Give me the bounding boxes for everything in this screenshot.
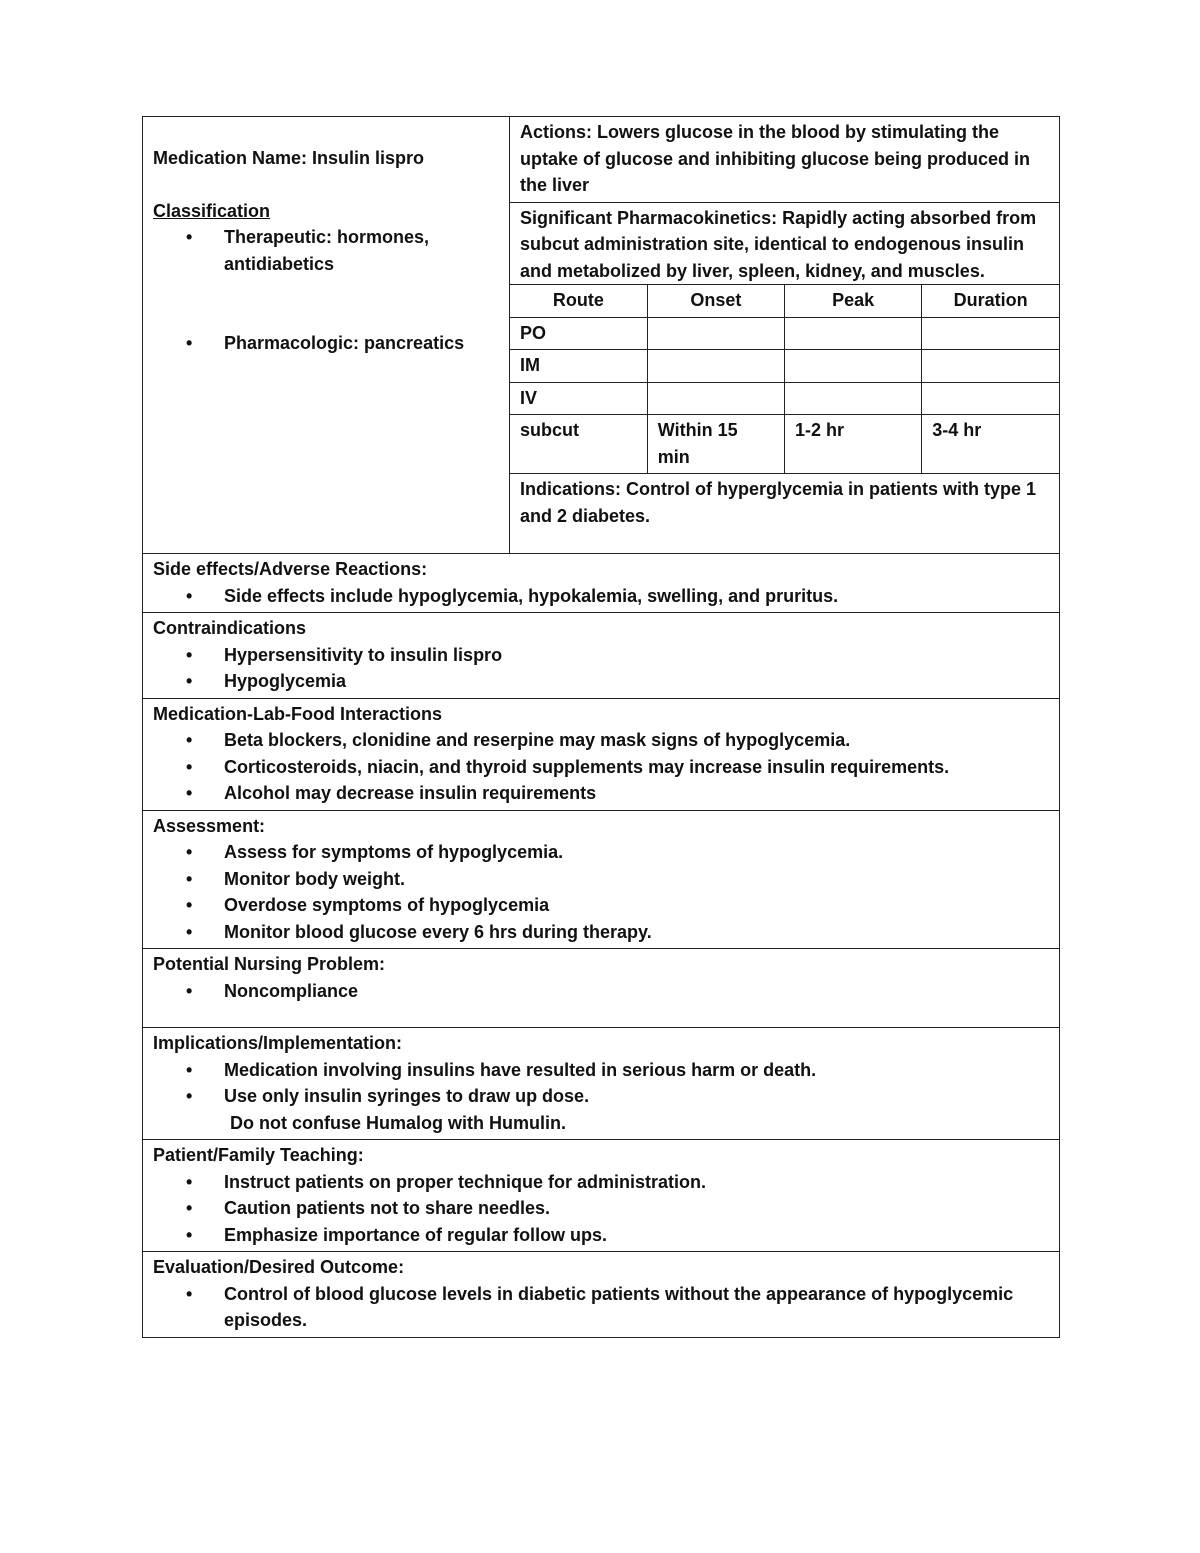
- teaching-section: [143, 1140, 1060, 1252]
- side-effects-section: [143, 554, 1060, 613]
- list-item: • Monitor body weight.: [224, 866, 1049, 893]
- list-item: • Emphasize importance of regular follow ups.: [224, 1222, 1049, 1249]
- route-cell: IM: [510, 350, 647, 383]
- section-heading: Evaluation/Desired Outcome:: [153, 1257, 405, 1277]
- duration-cell: [922, 382, 1059, 415]
- table-row: [510, 415, 1059, 474]
- section-heading: Potential Nursing Problem:: [153, 954, 386, 974]
- evaluation-section: [143, 1252, 1060, 1338]
- peak-cell: [785, 382, 922, 415]
- evaluation-list: [153, 1281, 1049, 1334]
- list-item: • Overdose symptoms of hypoglycemia: [224, 892, 1049, 919]
- list-item: • Instruct patients on proper technique for administration.: [224, 1169, 1049, 1196]
- table-row: [510, 382, 1059, 415]
- onset-cell: Within 15 min: [647, 415, 784, 474]
- table-row: [510, 317, 1059, 350]
- list-item: • Hypoglycemia: [224, 668, 1049, 695]
- classification-heading: Classification: [153, 200, 271, 221]
- classification-list: [153, 224, 499, 277]
- assessment-section: [143, 810, 1060, 949]
- implementation-list: [153, 1057, 1049, 1110]
- duration-cell: 3-4 hr: [922, 415, 1059, 474]
- list-item: • Medication involving insulins have resulted in serious harm or death.: [224, 1057, 1049, 1084]
- route-cell: PO: [510, 317, 647, 350]
- indications-cell: [510, 474, 1060, 554]
- list-item: • Hypersensitivity to insulin lispro: [224, 642, 1049, 669]
- duration-cell: [922, 350, 1059, 383]
- pharmacologic-list: [153, 330, 499, 357]
- table-row: [510, 350, 1059, 383]
- list-item: • Corticosteroids, niacin, and thyroid supplements may increase insulin requirements.: [224, 754, 1049, 781]
- medication-info-cell: [143, 117, 510, 554]
- header-onset: Onset: [647, 285, 784, 318]
- section-heading: Patient/Family Teaching:: [153, 1145, 364, 1165]
- list-item: • Assess for symptoms of hypoglycemia.: [224, 839, 1049, 866]
- nursing-problem-list: [153, 978, 1049, 1005]
- route-cell: IV: [510, 382, 647, 415]
- teaching-list: [153, 1169, 1049, 1249]
- list-item: • Monitor blood glucose every 6 hrs during therapy.: [224, 919, 1049, 946]
- pharmacokinetics-cell: [510, 202, 1060, 474]
- pharmacokinetics-text: Significant Pharmacokinetics: Rapidly acting absorbed from subcut administration site, identical to endogenous insulin and metabolized by liver, spleen, kidney, and muscles.: [520, 207, 1037, 281]
- section-heading: Medication-Lab-Food Interactions: [153, 703, 443, 724]
- list-item: • Side effects include hypoglycemia, hypokalemia, swelling, and pruritus.: [224, 583, 1049, 610]
- implementation-continuation: Do not confuse Humalog with Humulin.: [230, 1112, 566, 1133]
- interactions-section: [143, 698, 1060, 810]
- side-effects-list: [153, 583, 1049, 610]
- indications-text: Indications: Control of hyperglycemia in patients with type 1 and 2 diabetes.: [520, 479, 1037, 526]
- contraindications-list: [153, 642, 1049, 695]
- interactions-list: [153, 727, 1049, 807]
- route-cell: subcut: [510, 415, 647, 474]
- section-heading: Side effects/Adverse Reactions:: [153, 559, 428, 579]
- section-heading: Assessment:: [153, 815, 266, 836]
- assessment-list: [153, 839, 1049, 945]
- list-item: • Control of blood glucose levels in diabetic patients without the appearance of hypoglycemic episodes.: [224, 1281, 1049, 1334]
- actions-cell: [510, 117, 1060, 203]
- medication-card: [142, 116, 1059, 1338]
- peak-cell: 1-2 hr: [785, 415, 922, 474]
- medication-table: [142, 116, 1060, 1338]
- onset-cell: [647, 382, 784, 415]
- peak-cell: [785, 317, 922, 350]
- peak-cell: [785, 350, 922, 383]
- onset-cell: [647, 317, 784, 350]
- route-table-header: [510, 285, 1059, 318]
- pharmacologic-class: • Pharmacologic: pancreatics: [224, 330, 499, 357]
- medication-name: Medication Name: Insulin lispro: [153, 148, 425, 168]
- section-heading: Contraindications: [153, 618, 307, 638]
- section-heading: Implications/Implementation:: [153, 1033, 403, 1053]
- list-item: • Use only insulin syringes to draw up dose.: [224, 1083, 1049, 1110]
- duration-cell: [922, 317, 1059, 350]
- header-duration: Duration: [922, 285, 1059, 318]
- list-item: • Alcohol may decrease insulin requirements: [224, 780, 1049, 807]
- route-table: [510, 284, 1059, 473]
- implementation-section: [143, 1028, 1060, 1140]
- therapeutic-class: • Therapeutic: hormones, antidiabetics: [224, 224, 499, 277]
- list-item: • Noncompliance: [224, 978, 1049, 1005]
- actions-text: Actions: Lowers glucose in the blood by stimulating the uptake of glucose and inhibiting glucose being produced in the liver: [520, 122, 1031, 195]
- list-item: • Beta blockers, clonidine and reserpine may mask signs of hypoglycemia.: [224, 727, 1049, 754]
- header-route: Route: [510, 285, 647, 318]
- list-item: • Caution patients not to share needles.: [224, 1195, 1049, 1222]
- nursing-problem-section: [143, 949, 1060, 1028]
- onset-cell: [647, 350, 784, 383]
- header-peak: Peak: [785, 285, 922, 318]
- contraindications-section: [143, 613, 1060, 699]
